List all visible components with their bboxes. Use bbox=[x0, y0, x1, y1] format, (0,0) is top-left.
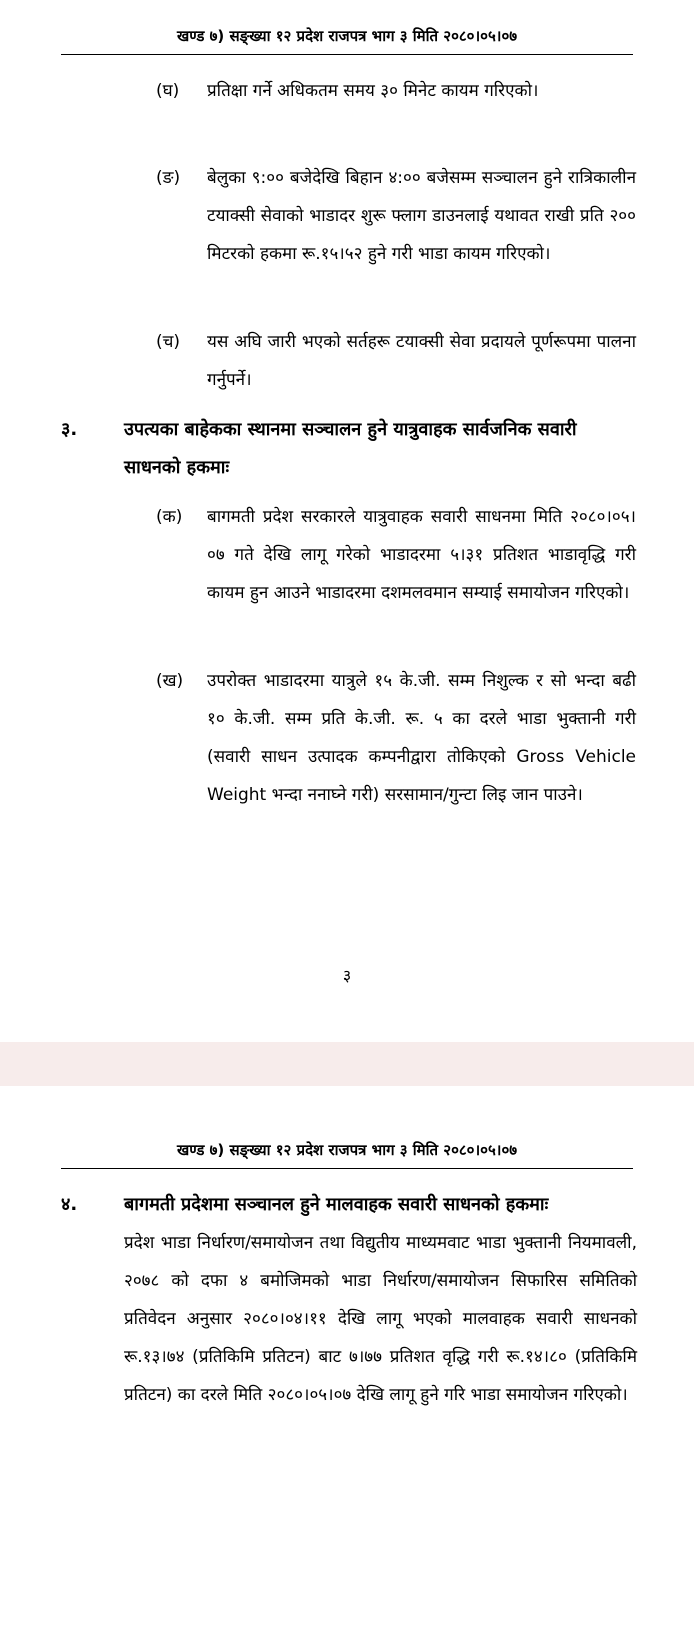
clause-kha bbox=[156, 662, 636, 814]
section-3 bbox=[61, 411, 637, 487]
page-separator bbox=[0, 1042, 694, 1086]
header-rule bbox=[61, 1168, 633, 1169]
section-heading: उपत्यका बाहेकका स्थानमा सञ्चालन हुने यात्रुवाहक सार्वजनिक सवारी साधनको हकमाः bbox=[124, 419, 577, 478]
clause-text: उपरोक्त भाडादरमा यात्रुले १५ के.जी. सम्म निशुल्क र सो भन्दा बढी १० के.जी. सम्म प्रति के.जी. रू. ५ का दरले भाडा भुक्तानी गरी (सवारी साधन उत्पादक कम्पनीद्वारा तोकिएको Gross Vehicle Weight भन्दा ननाघ्ने गरी) सरसामान/गुन्टा लिइ जान पाउने। bbox=[207, 671, 636, 805]
clause-text: बेलुका ९:०० बजेदेखि बिहान ४:०० बजेसम्म सञ्चालन हुने रात्रिकालीन टयाक्सी सेवाको भाडादर शुरू फ्लाग डाउनलाई यथावत राखी प्रति २०० मिटरको हकमा रू.१५।५२ हुने गरी भाडा कायम गरिएको। bbox=[207, 168, 636, 264]
clause-mark: (क) bbox=[156, 507, 183, 527]
header-rule bbox=[61, 54, 633, 55]
page-header: खण्ड ७) सङ्ख्या १२ प्रदेश राजपत्र भाग ३ मिति २०८०।०५।०७ bbox=[176, 27, 518, 45]
clause-mark: (च) bbox=[156, 332, 181, 352]
section-4 bbox=[61, 1186, 637, 1414]
clause-text: बागमती प्रदेश सरकारले यात्रुवाहक सवारी साधनमा मिति २०८०।०५।०७ गते देखि लागू गरेको भाडादरमा ५।३१ प्रतिशत भाडावृद्धि गरी कायम हुन आउने भाडादरमा दशमलवमान सम्याई समायोजन गरिएको। bbox=[207, 507, 636, 603]
clause-text: यस अघि जारी भएको सर्तहरू टयाक्सी सेवा प्रदायले पूर्णरूपमा पालना गर्नुपर्ने। bbox=[207, 332, 636, 390]
clause-gha bbox=[156, 72, 636, 110]
page-number: ३ bbox=[342, 966, 352, 985]
section-number: ४. bbox=[61, 1194, 78, 1215]
clause-nga bbox=[156, 159, 636, 273]
clause-text: प्रतिक्षा गर्ने अधिकतम समय ३० मिनेट कायम गरिएको। bbox=[207, 81, 539, 101]
page-header: खण्ड ७) सङ्ख्या १२ प्रदेश राजपत्र भाग ३ मिति २०८०।०५।०७ bbox=[176, 1141, 518, 1159]
section-heading: बागमती प्रदेशमा सञ्चानल हुने मालवाहक सवारी साधनको हकमाः bbox=[124, 1194, 549, 1215]
section-body: प्रदेश भाडा निर्धारण/समायोजन तथा विद्युतीय माध्यमवाट भाडा भुक्तानी नियमावली, २०७८ को दफा ४ बमोजिमको भाडा निर्धारण/समायोजन सिफारिस समितिको प्रतिवेदन अनुसार २०८०।०४।११ देखि लागू भएको मालवाहक सवारी साधनको रू.१३।७४ (प्रतिकिमि प्रतिटन) बाट ७।७७ प्रतिशत वृद्धि गरी रू.१४।८० (प्रतिकिमि प्रतिटन) का दरले मिति २०८०।०५।०७ देखि लागू हुने गरि भाडा समायोजन गरिएको। bbox=[124, 1233, 637, 1405]
clause-mark: (ख) bbox=[156, 671, 184, 691]
section-number: ३. bbox=[61, 419, 78, 440]
gazette-page-2 bbox=[0, 1086, 694, 1642]
clause-mark: (घ) bbox=[156, 81, 180, 101]
clause-ka bbox=[156, 498, 636, 612]
clause-mark: (ङ) bbox=[156, 168, 181, 188]
clause-cha bbox=[156, 323, 636, 399]
